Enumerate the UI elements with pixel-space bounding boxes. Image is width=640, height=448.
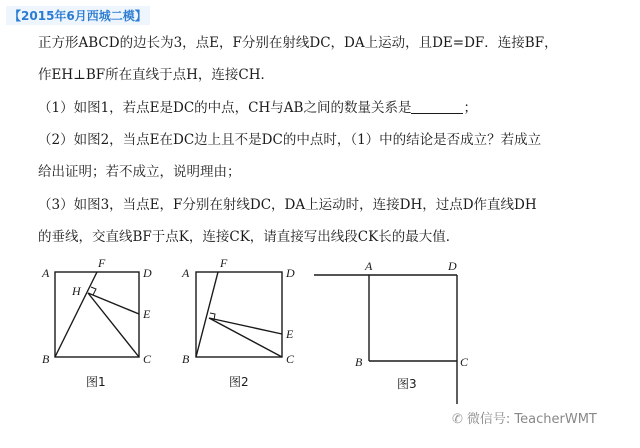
question-3-line-1: （3）如图3，当点E，F分别在射线DC，DA上运动时，连接DH，过点D作直线DH — [38, 197, 537, 213]
fig2-label-C: C — [286, 352, 295, 366]
fig1-label-D: D — [143, 266, 152, 280]
fig1-label-C: C — [143, 352, 152, 366]
problem-line-1: 正方形ABCD的边长为3，点E，F分别在射线DC，DA上运动，且DE=DF．连接BF， — [38, 35, 558, 51]
question-3-line-2: 的垂线，交直线BF于点K，连接CK，请直接写出线段CK长的最大值． — [38, 229, 460, 245]
problem-line-2: 作EH⊥BF所在直线于点H，连接CH． — [38, 67, 274, 83]
fig1-caption: 图1 — [86, 375, 106, 389]
fig1-label-E: E — [143, 307, 151, 321]
fig2-square — [196, 272, 282, 357]
wechat-icon: ✆ — [452, 412, 463, 427]
fig2-label-F: F — [220, 256, 228, 270]
fig3-label-C: C — [460, 355, 469, 369]
question-1-end: ； — [463, 100, 477, 116]
fig2-line-HC — [209, 318, 282, 357]
fig2-caption: 图2 — [229, 375, 249, 389]
fig1-line-HC — [88, 293, 139, 357]
fig2-label-B: B — [182, 352, 190, 366]
fig3-caption: 图3 — [397, 377, 417, 391]
fig3-label-D: D — [448, 259, 457, 273]
fig2-line-HE — [209, 318, 282, 334]
question-2-line-1: （2）如图2，当点E在DC边上且不是DC的中点时，（1）中的结论是否成立？若成立 — [38, 132, 542, 148]
figure-2 — [196, 272, 282, 357]
fig2-label-E: E — [286, 327, 294, 341]
fig2-label-D: D — [286, 266, 295, 280]
fig3-label-A: A — [365, 259, 373, 273]
figure-1 — [55, 272, 139, 357]
fig2-label-A: A — [182, 266, 190, 280]
fig3-label-B: B — [355, 355, 363, 369]
fig1-square — [55, 272, 139, 357]
fig1-label-H: H — [72, 284, 81, 298]
fig1-label-F: F — [98, 256, 106, 270]
source-tag: 【2015年6月西城二模】 — [6, 6, 150, 25]
question-1-text: （1）如图1，若点E是DC的中点，CH与AB之间的数量关系是 — [38, 100, 412, 116]
question-2-line-2: 给出证明；若不成立，说明理由； — [38, 164, 241, 180]
source-tag-text: 2015年6月西城二模 — [21, 9, 135, 23]
fig1-label-B: B — [42, 352, 50, 366]
watermark — [452, 408, 597, 427]
figure-3 — [314, 275, 457, 404]
watermark-text: 微信号: TeacherWMT — [466, 412, 597, 427]
fig1-label-A: A — [42, 266, 50, 280]
